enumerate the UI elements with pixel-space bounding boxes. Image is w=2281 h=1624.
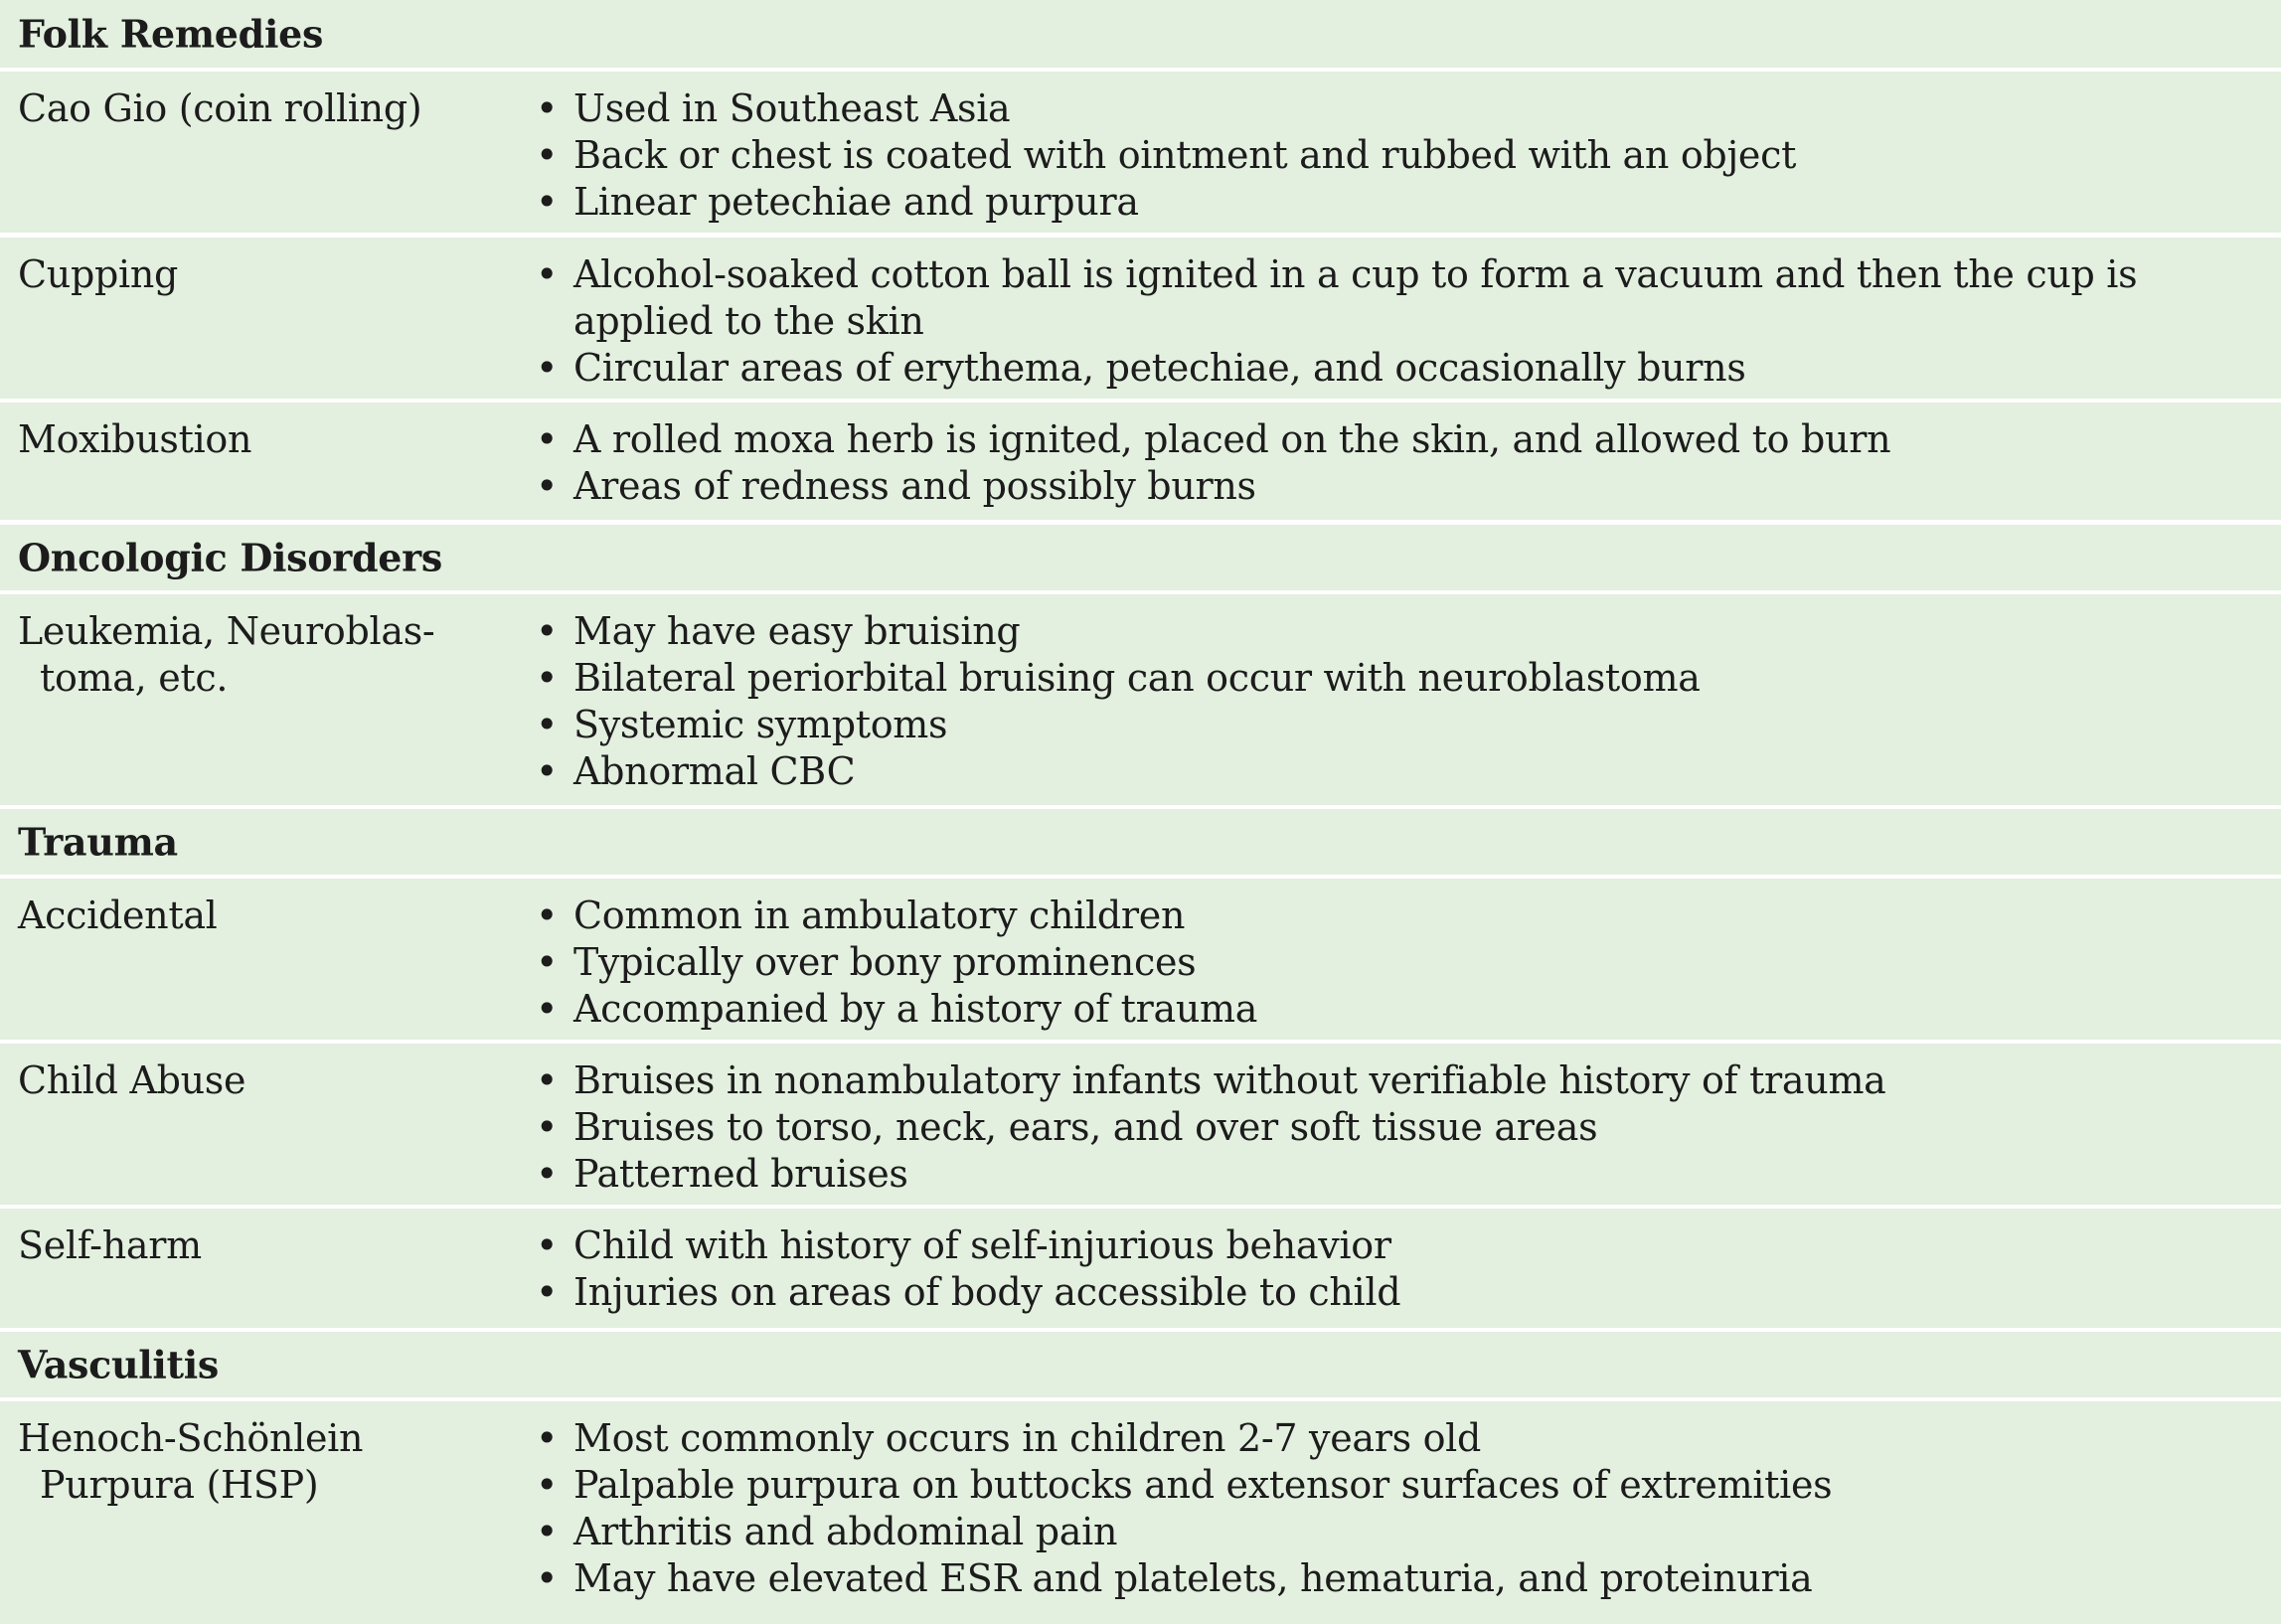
section-title: Vasculitis	[18, 1342, 220, 1387]
bullet-text: Linear petechiae and purpura	[573, 180, 1139, 224]
bullet-list	[532, 85, 2261, 226]
bullet-item	[532, 748, 2261, 795]
section-header-folk-remedies	[0, 0, 2281, 68]
bullet-text: May have easy bruising	[573, 609, 1021, 653]
section-header-vasculitis	[0, 1332, 2281, 1397]
bullet-list	[532, 893, 2261, 1033]
bullet-text: Circular areas of erythema, petechiae, and occasionally burns	[573, 346, 1746, 390]
bullet-dot-icon: •	[536, 1152, 559, 1196]
bullet-item	[532, 939, 2261, 986]
bullet-list	[532, 608, 2261, 795]
term-line: Cupping	[18, 252, 179, 296]
row-term	[18, 251, 495, 298]
bullet-text: Abnormal CBC	[573, 749, 856, 793]
term-line-continued: Purpura (HSP)	[40, 1463, 319, 1507]
bullet-list	[532, 416, 2261, 510]
bullet-list	[532, 1222, 2261, 1316]
bullet-text: Patterned bruises	[573, 1152, 908, 1196]
bullet-item	[532, 655, 2261, 702]
bullet-dot-icon: •	[536, 133, 559, 177]
bullet-item	[532, 132, 2261, 179]
bullet-item	[532, 345, 2261, 392]
term-line: Accidental	[18, 893, 218, 937]
table-row	[0, 403, 2281, 520]
bullet-dot-icon: •	[536, 464, 559, 508]
table-row	[0, 1044, 2281, 1205]
bullet-text: Accompanied by a history of trauma	[573, 987, 1258, 1031]
bullet-text: Typically over bony prominences	[573, 940, 1197, 984]
bullet-dot-icon: •	[536, 703, 559, 746]
bullet-text: Areas of redness and possibly burns	[573, 464, 1256, 508]
section-title: Trauma	[18, 819, 178, 865]
row-term	[18, 416, 495, 463]
bullet-item	[532, 85, 2261, 132]
bullet-item	[532, 1222, 2261, 1269]
bullet-dot-icon: •	[536, 749, 559, 793]
bullet-item	[532, 608, 2261, 655]
bullet-text: Child with history of self-injurious behavior	[573, 1223, 1391, 1267]
bullet-text: Arthritis and abdominal pain	[573, 1510, 1118, 1553]
bullet-text: May have elevated ESR and platelets, hematuria, and proteinuria	[573, 1556, 1813, 1600]
term-line-continued: toma, etc.	[40, 656, 229, 700]
row-term	[18, 893, 495, 939]
bullet-text: Common in ambulatory children	[573, 893, 1186, 937]
bullet-text: Bruises in nonambulatory infants without verifiable history of trauma	[573, 1058, 1886, 1102]
bullet-dot-icon: •	[536, 180, 559, 224]
bullet-item	[532, 893, 2261, 939]
section-header-oncologic-disorders	[0, 525, 2281, 590]
bullet-text: Most commonly occurs in children 2-7 years old	[573, 1416, 1482, 1460]
bullet-dot-icon: •	[536, 987, 559, 1031]
table-row	[0, 72, 2281, 233]
table-row	[0, 1401, 2281, 1624]
bullet-dot-icon: •	[536, 609, 559, 653]
bullet-dot-icon: •	[536, 1270, 559, 1314]
term-line: Moxibustion	[18, 417, 252, 461]
bullet-dot-icon: •	[536, 1510, 559, 1553]
bullet-dot-icon: •	[536, 86, 559, 130]
bullet-list	[532, 1415, 2261, 1602]
bullet-item	[532, 1555, 2261, 1602]
table-row	[0, 879, 2281, 1040]
row-term	[18, 1222, 495, 1269]
bullet-text: Back or chest is coated with ointment and rubbed with an object	[573, 133, 1797, 177]
term-line: Cao Gio (coin rolling)	[18, 86, 422, 130]
bullet-item	[532, 702, 2261, 748]
bullet-list	[532, 251, 2261, 392]
bullet-item	[532, 1151, 2261, 1198]
bullet-dot-icon: •	[536, 252, 559, 296]
section-header-trauma	[0, 809, 2281, 875]
bullet-text: Systemic symptoms	[573, 703, 948, 746]
bullet-text: Alcohol-soaked cotton ball is ignited in a cup to form a vacuum and then the cup is applied to the skin	[573, 252, 2138, 343]
bullet-dot-icon: •	[536, 656, 559, 700]
section-title: Oncologic Disorders	[18, 535, 442, 580]
bullet-item	[532, 463, 2261, 510]
term-line: Child Abuse	[18, 1058, 246, 1102]
bullet-dot-icon: •	[536, 417, 559, 461]
bullet-item	[532, 986, 2261, 1033]
bullet-item	[532, 1462, 2261, 1509]
row-term	[18, 608, 495, 702]
bullet-item	[532, 179, 2261, 226]
bullet-list	[532, 1057, 2261, 1198]
bullet-text: Bilateral periorbital bruising can occur with neuroblastoma	[573, 656, 1701, 700]
bullet-item	[532, 1057, 2261, 1104]
bullet-text: Palpable purpura on buttocks and extensor surfaces of extremities	[573, 1463, 1833, 1507]
term-line: Self-harm	[18, 1223, 202, 1267]
bullet-item	[532, 1269, 2261, 1316]
bullet-item	[532, 1509, 2261, 1555]
bullet-dot-icon: •	[536, 1058, 559, 1102]
bullet-dot-icon: •	[536, 1223, 559, 1267]
table-row	[0, 594, 2281, 805]
bullet-item	[532, 1415, 2261, 1462]
row-term	[18, 85, 495, 132]
row-term	[18, 1057, 495, 1104]
bullet-dot-icon: •	[536, 940, 559, 984]
bullet-dot-icon: •	[536, 1556, 559, 1600]
bullet-text: Bruises to torso, neck, ears, and over soft tissue areas	[573, 1105, 1598, 1149]
term-line: Henoch-Schönlein	[18, 1416, 364, 1460]
bullet-dot-icon: •	[536, 1105, 559, 1149]
bullet-item	[532, 251, 2261, 345]
bullet-text: Used in Southeast Asia	[573, 86, 1011, 130]
row-term	[18, 1415, 495, 1509]
bullet-item	[532, 416, 2261, 463]
table-row	[0, 1209, 2281, 1328]
table-row	[0, 238, 2281, 399]
term-line: Leukemia, Neuroblas-	[18, 609, 435, 653]
bullet-dot-icon: •	[536, 1463, 559, 1507]
bullet-dot-icon: •	[536, 346, 559, 390]
section-title: Folk Remedies	[18, 11, 324, 57]
bullet-dot-icon: •	[536, 1416, 559, 1460]
bullet-dot-icon: •	[536, 893, 559, 937]
bullet-item	[532, 1104, 2261, 1151]
bullet-text: Injuries on areas of body accessible to child	[573, 1270, 1401, 1314]
bullet-text: A rolled moxa herb is ignited, placed on the skin, and allowed to burn	[573, 417, 1891, 461]
